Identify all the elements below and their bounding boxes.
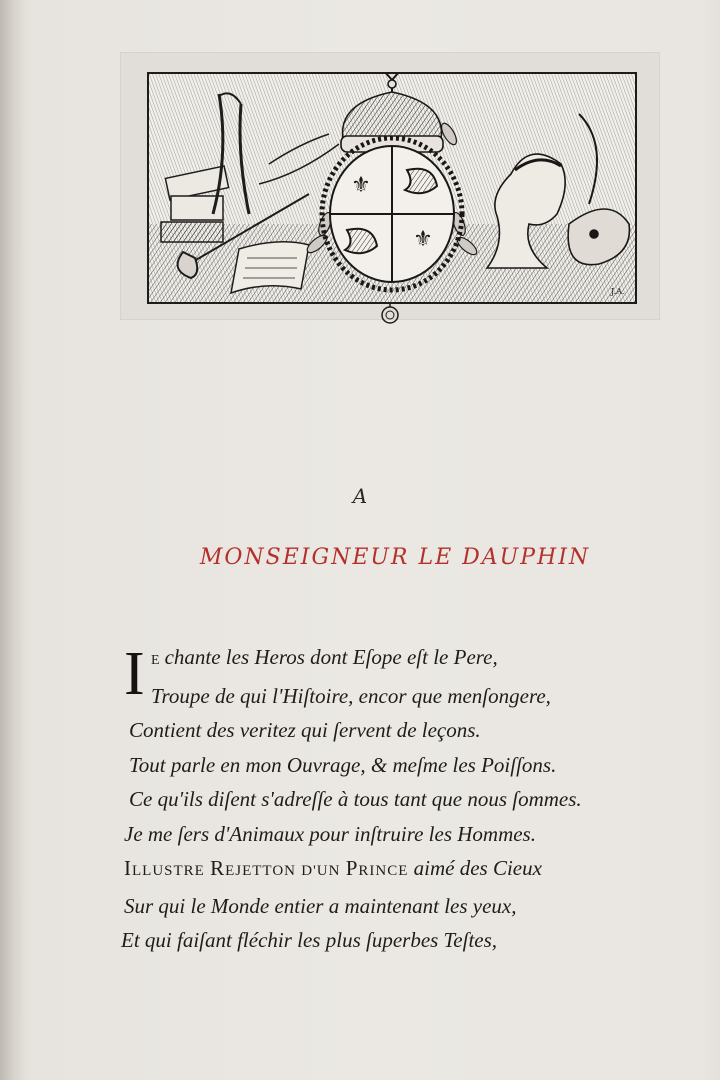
music-scroll [231, 242, 309, 293]
engraving-drawing [149, 74, 635, 302]
svg-text:⚜: ⚜ [351, 173, 371, 198]
verse-line: Troupe de qui l'Hiſtoire, encor que menſongere, [151, 683, 551, 708]
dedication-preposition: A [352, 484, 368, 508]
small-caps-rest: LLUSTRE [132, 863, 205, 879]
verse-line-text: aimé des Cieux [413, 856, 542, 880]
engraver-signature: J.A. [611, 287, 625, 296]
dedication-title: MONSEIGNEUR LE DAUPHIN [199, 545, 591, 570]
poem-text [121, 640, 681, 958]
small-caps-initial: R [210, 856, 226, 880]
small-caps-initial: I [124, 856, 132, 880]
page-gutter-shadow [0, 0, 24, 1080]
small-caps-rest: RINCE [358, 863, 409, 879]
svg-text:⚜: ⚜ [413, 227, 433, 252]
drop-cap: I [124, 640, 145, 708]
monogram-ornament [380, 302, 400, 326]
verse-line: Tout parle en mon Ouvrage, & meſme les Poiſſons. [129, 752, 557, 777]
royal-arms-engraving [147, 72, 637, 304]
verse-line [121, 640, 681, 679]
small-caps-rest: EJETTON [225, 863, 296, 879]
verse-line-small-caps [121, 851, 681, 889]
verse-line: Et qui faiſant fléchir les plus ſuperbes Teſtes, [121, 928, 498, 952]
small-caps-initial: P [345, 856, 359, 880]
verse-line: Je me ſers d'Animaux pour inſtruire les Hommes. [124, 821, 536, 846]
verse-first-letter: E [151, 653, 161, 668]
small-caps-word: D'UN [301, 863, 341, 879]
verse-line: Contient des veritez qui ſervent de leçons. [129, 718, 481, 742]
verse-line-text: chante les Heros dont Eſope eſt le Pere, [164, 645, 498, 669]
verse-line: Sur qui le Monde entier a maintenant les yeux, [124, 893, 517, 918]
verse-line: Ce qu'ils diſent s'adreſſe à tous tant que nous ſommes. [129, 787, 582, 811]
